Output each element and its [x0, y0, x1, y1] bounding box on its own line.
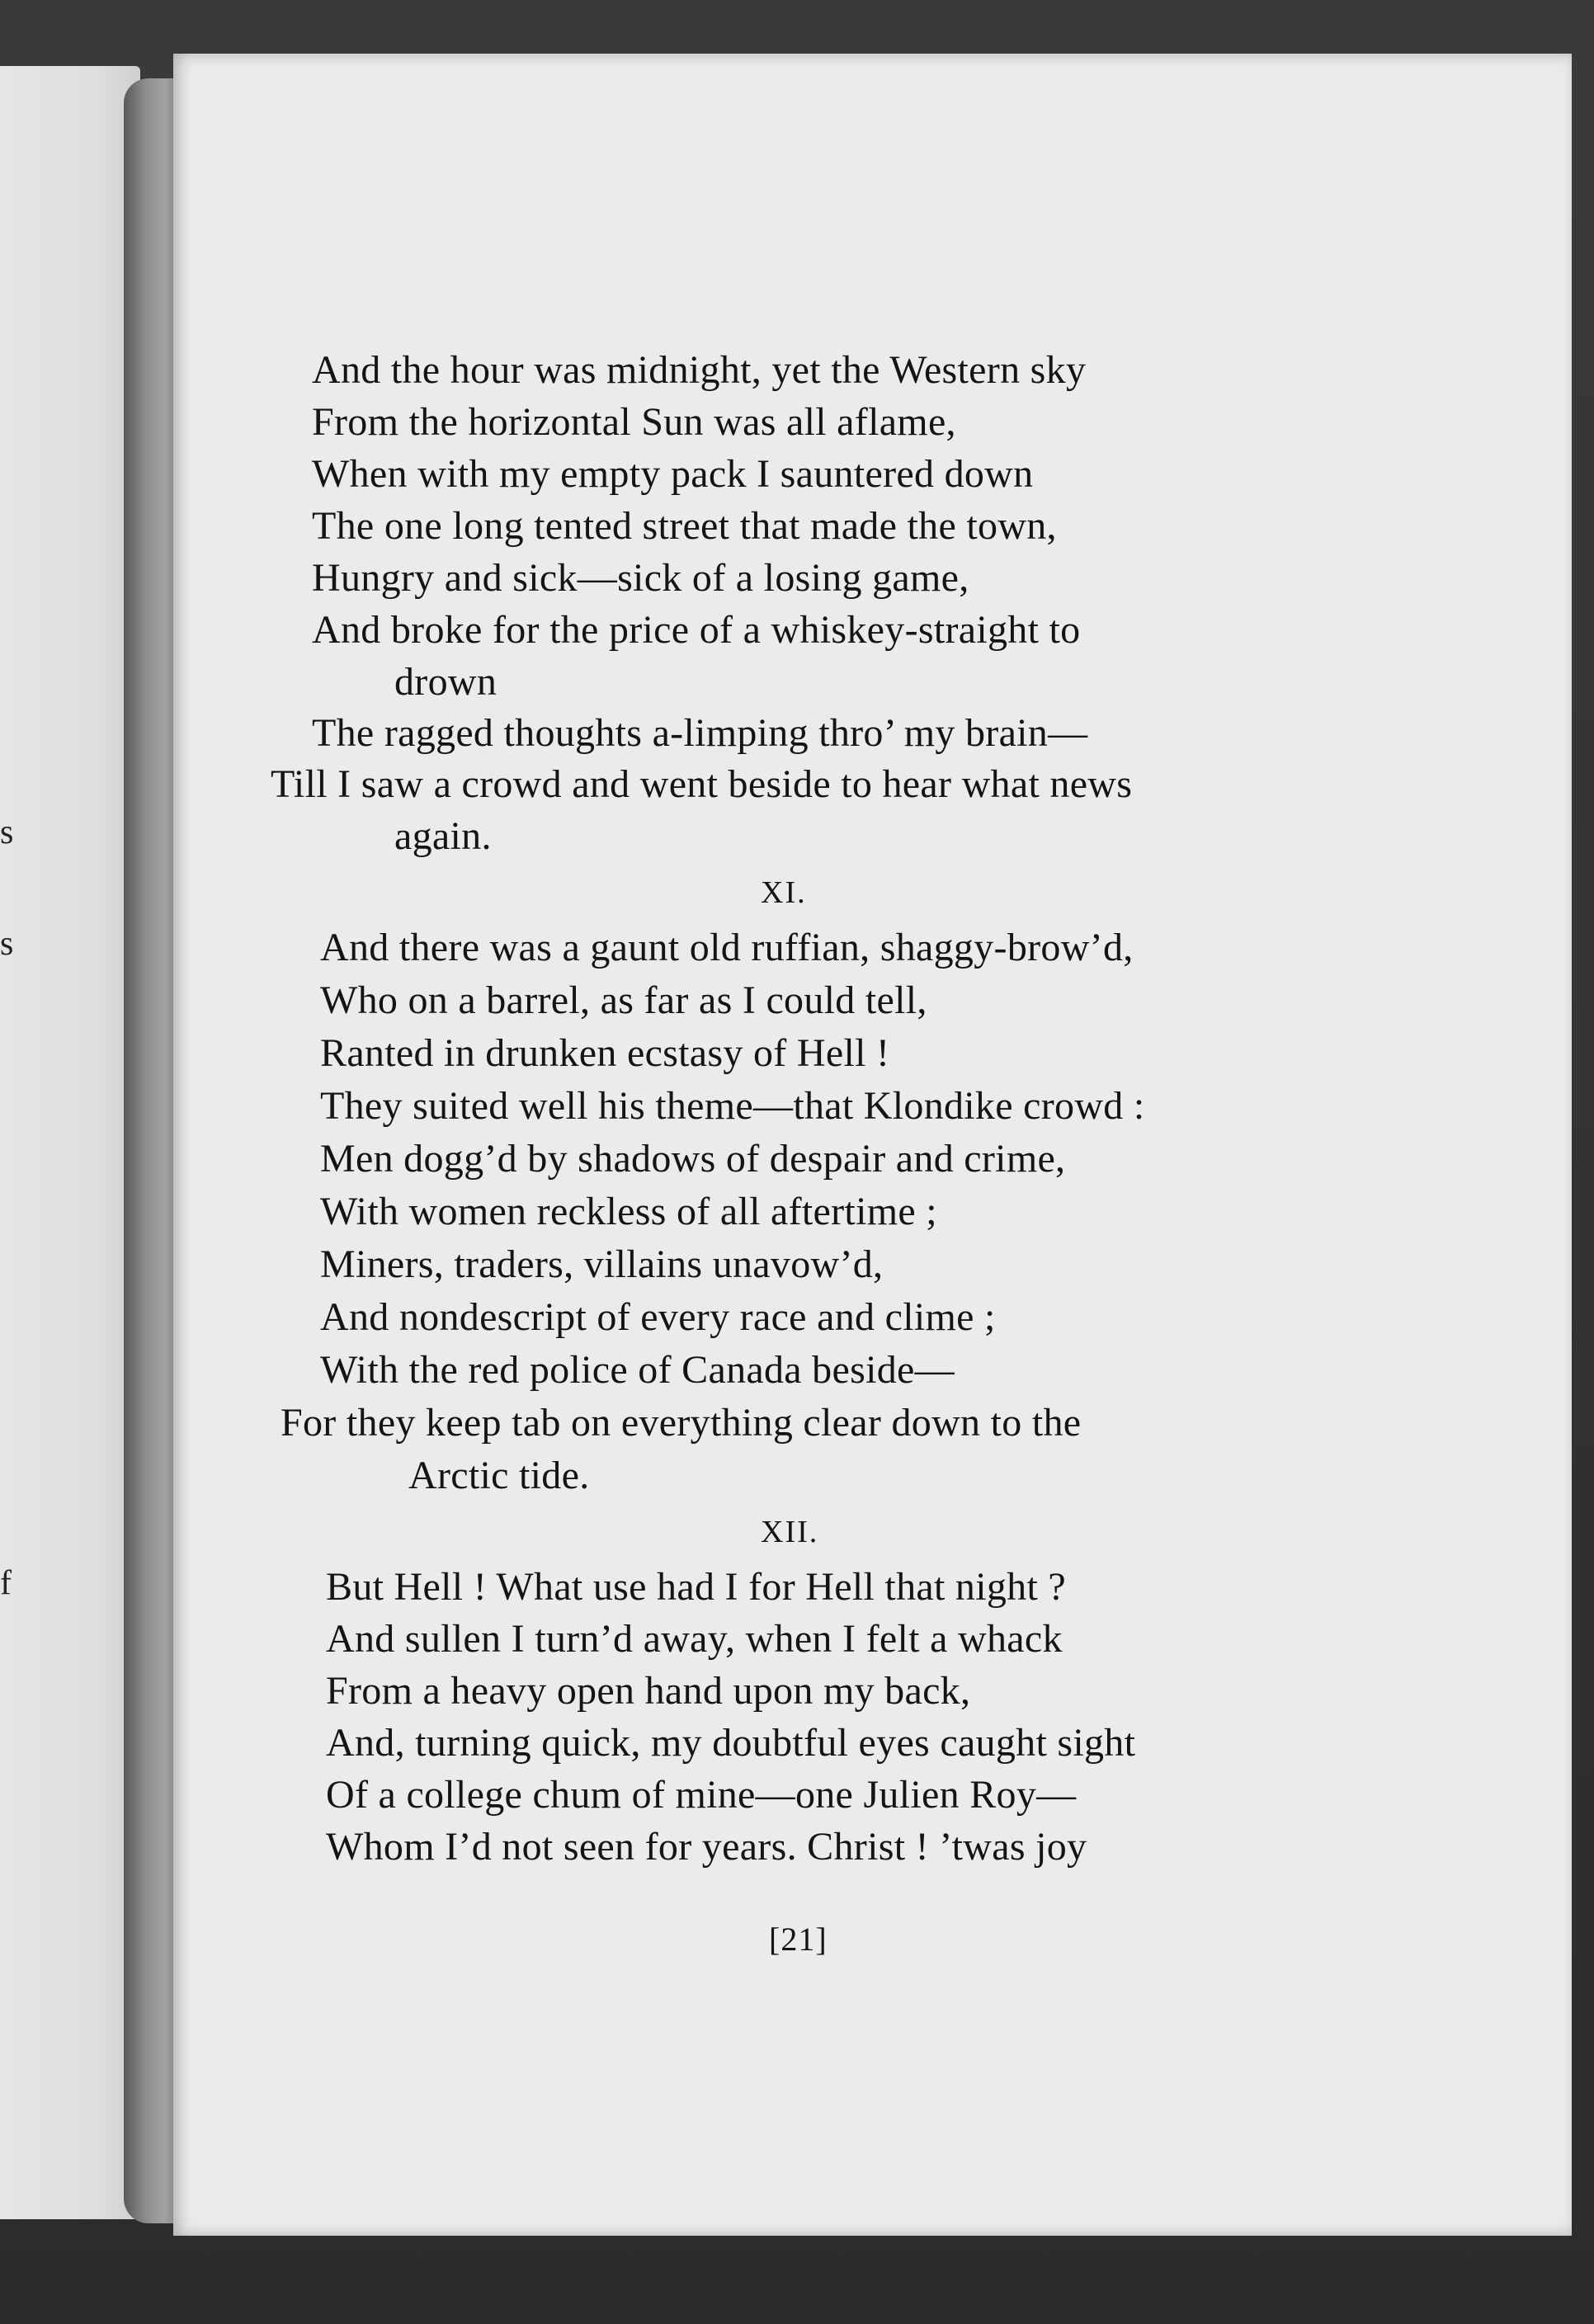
verse-line: The ragged thoughts a-limping thro’ my brain—	[312, 711, 1088, 755]
facing-page-edge	[0, 66, 140, 2219]
verse-line: And sullen I turn’d away, when I felt a whack	[326, 1617, 1063, 1661]
verse-line: From a heavy open hand upon my back,	[326, 1669, 971, 1713]
verse-line: Miners, traders, villains unavow’d,	[320, 1242, 884, 1286]
verse-line-continuation: drown	[394, 660, 498, 704]
verse-line: From the horizontal Sun was all aflame,	[312, 400, 956, 444]
verse-line: With women reckless of all aftertime ;	[320, 1190, 937, 1233]
verse-line: Men dogg’d by shadows of despair and crime,	[320, 1137, 1066, 1181]
verse-line: And there was a gaunt old ruffian, shaggy-brow’d,	[320, 926, 1134, 969]
verse-line: When with my empty pack I sauntered down	[312, 452, 1034, 496]
stanza-heading: XII.	[761, 1515, 819, 1549]
page-number: [21]	[769, 1921, 828, 1958]
verse-line-continuation: again.	[394, 814, 492, 858]
stanza-heading: XI.	[761, 875, 807, 910]
facing-page-fragment: s	[0, 813, 14, 851]
verse-line: Whom I’d not seen for years. Christ ! ’twas joy	[326, 1825, 1087, 1869]
book-page	[173, 54, 1572, 2236]
verse-line: They suited well his theme—that Klondike crowd :	[320, 1084, 1145, 1128]
verse-line: Ranted in drunken ecstasy of Hell !	[320, 1031, 890, 1075]
verse-line: With the red police of Canada beside—	[320, 1348, 955, 1392]
verse-line: The one long tented street that made the town,	[312, 504, 1057, 548]
verse-line: Who on a barrel, as far as I could tell,	[320, 978, 927, 1022]
verse-line: Hungry and sick—sick of a losing game,	[312, 556, 969, 600]
facing-page-fragment: s	[0, 925, 14, 963]
verse-line: And broke for the price of a whiskey-straight to	[312, 608, 1081, 652]
verse-line: For they keep tab on everything clear down to the	[281, 1401, 1082, 1445]
verse-line: Till I saw a crowd and went beside to hear what news	[271, 762, 1133, 806]
verse-line: But Hell ! What use had I for Hell that night ?	[326, 1565, 1066, 1609]
verse-line: And, turning quick, my doubtful eyes caught sight	[326, 1721, 1136, 1765]
verse-line: Of a college chum of mine—one Julien Roy—	[326, 1773, 1077, 1817]
verse-line-continuation: Arctic tide.	[408, 1454, 590, 1497]
facing-page-fragment: f	[0, 1564, 12, 1602]
verse-line: And nondescript of every race and clime ;	[320, 1295, 996, 1339]
verse-line: And the hour was midnight, yet the Western sky	[312, 348, 1087, 392]
